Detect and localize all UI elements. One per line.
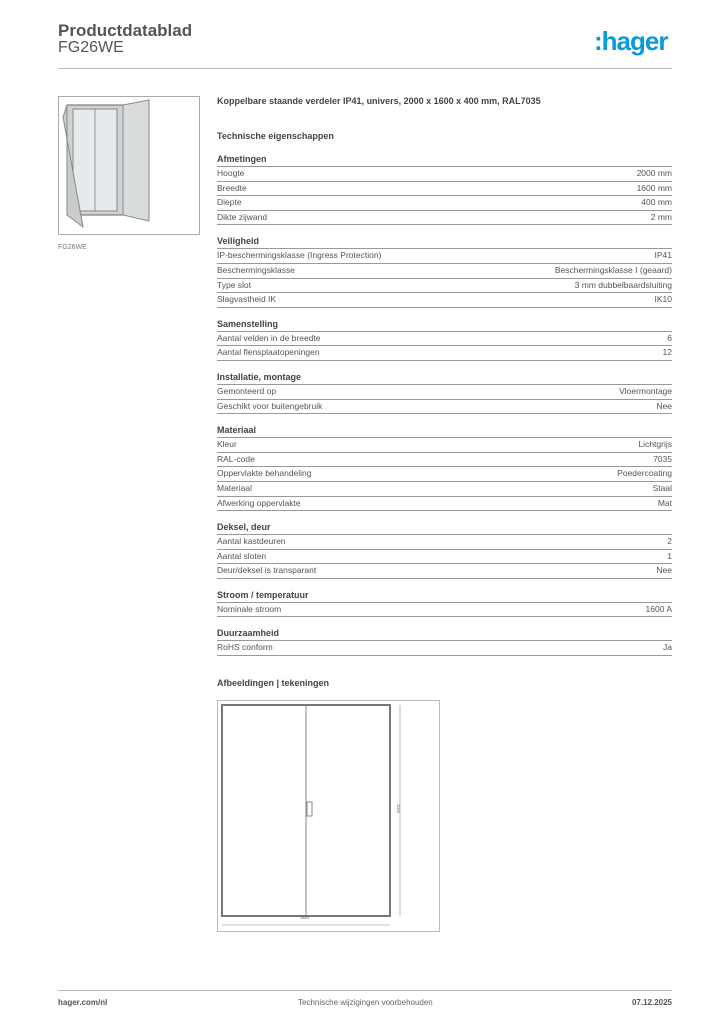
spec-value: 2000 mm (636, 168, 672, 178)
spec-value: 1600 A (645, 603, 672, 614)
spec-row (217, 346, 672, 361)
spec-section (217, 235, 672, 307)
spec-label: Afwerking oppervlakte (217, 497, 301, 508)
spec-label: Breedte (217, 182, 247, 193)
height-dimension: 2000 (395, 804, 401, 813)
spec-section (217, 318, 672, 361)
spec-row (217, 482, 672, 497)
spec-row (217, 603, 672, 618)
spec-row (217, 564, 672, 579)
spec-row (217, 264, 672, 279)
footer-date: 07.12.2025 (631, 998, 672, 1007)
spec-value: 2 mm (650, 211, 672, 222)
spec-section (217, 153, 672, 225)
spec-label: Kleur (217, 439, 237, 450)
spec-label: Type slot (217, 279, 252, 290)
header-divider (58, 68, 672, 69)
spec-row (217, 293, 672, 308)
spec-row (217, 400, 672, 415)
spec-value: IK10 (654, 294, 672, 305)
spec-value: 2 (667, 536, 672, 547)
footer-note: Technische wijzigingen voorbehouden (298, 998, 433, 1007)
technical-drawing (217, 700, 440, 932)
spec-value: Poedercoating (617, 468, 672, 479)
section-title: Samenstelling (217, 318, 672, 332)
section-title: Installatie, montage (217, 371, 672, 385)
spec-label: RoHS conform (217, 642, 273, 653)
product-image (58, 96, 200, 235)
spec-label: Diepte (217, 197, 242, 208)
spec-row (217, 438, 672, 453)
spec-value: Vloermontage (619, 385, 672, 396)
spec-label: Nominale stroom (217, 603, 282, 614)
spec-value: Lichtgrijs (638, 439, 672, 450)
section-title: Duurzaamheid (217, 627, 672, 641)
spec-label: Beschermingsklasse (217, 264, 295, 275)
spec-row (217, 249, 672, 264)
spec-value: Nee (656, 400, 672, 411)
section-title: Veiligheid (217, 235, 672, 249)
spec-label: Slagvastheid IK (217, 294, 277, 305)
spec-row (217, 550, 672, 565)
hager-logo: :hager (594, 26, 668, 56)
spec-row (217, 182, 672, 197)
main-content (217, 96, 672, 692)
spec-label: Geschikt voor buitengebruik (217, 400, 323, 411)
spec-row (217, 641, 672, 656)
spec-label: Gemonteerd op (217, 385, 277, 396)
spec-label: Materiaal (217, 482, 252, 493)
spec-value: Mat (657, 497, 672, 508)
product-code: FG26WE (58, 39, 124, 56)
spec-value: 6 (667, 332, 672, 343)
spec-section (217, 589, 672, 618)
spec-value: Beschermingsklasse I (geaard) (554, 264, 672, 275)
spec-value: 400 mm (641, 197, 672, 208)
spec-row (217, 332, 672, 347)
spec-label: RAL-code (217, 453, 255, 464)
section-title: Stroom / temperatuur (217, 589, 672, 603)
spec-value: IP41 (654, 250, 672, 261)
spec-row (217, 497, 672, 512)
tech-properties-title: Technische eigenschappen (217, 131, 334, 141)
footer-site-link[interactable]: hager.com/nl (58, 998, 108, 1007)
spec-value: 1600 mm (636, 182, 672, 193)
drawings-title: Afbeeldingen | tekeningen (217, 678, 330, 689)
spec-label: Oppervlakte behandeling (217, 468, 312, 479)
spec-row (217, 385, 672, 400)
spec-label: Aantal velden in de breedte (217, 332, 321, 343)
spec-value: Ja (663, 642, 672, 653)
section-title: Materiaal (217, 424, 672, 438)
spec-value: Staal (652, 482, 672, 493)
spec-row (217, 211, 672, 226)
spec-row (217, 167, 672, 182)
spec-label: Aantal flensplaatopeningen (217, 347, 320, 358)
footer-divider (58, 990, 672, 991)
section-title: Deksel, deur (217, 521, 672, 535)
spec-value: Nee (656, 565, 672, 576)
spec-row (217, 196, 672, 211)
spec-section (217, 521, 672, 579)
spec-value: 7035 (653, 453, 672, 464)
spec-section (217, 627, 672, 656)
spec-value: 3 mm dubbelbaardsluiting (574, 279, 672, 290)
spec-label: Dikte zijwand (217, 211, 268, 222)
spec-label: Deur/deksel is transparant (217, 565, 317, 576)
width-dimension: 1600 (300, 915, 309, 920)
spec-sections (217, 153, 672, 656)
spec-row (217, 467, 672, 482)
spec-label: Hoogte (217, 168, 245, 178)
spec-row (217, 453, 672, 468)
spec-label: Aantal kastdeuren (217, 536, 286, 547)
spec-section (217, 371, 672, 414)
spec-label: Aantal sloten (217, 550, 267, 561)
page-title: Productdatablad (58, 21, 193, 40)
spec-section (217, 424, 672, 511)
spec-label: IP-beschermingsklasse (Ingress Protection) (217, 250, 382, 261)
spec-value: 1 (667, 550, 672, 561)
product-description: Koppelbare staande verdeler IP41, univers, 2000 x 1600 x 400 mm, RAL7035 (217, 96, 541, 106)
spec-row (217, 535, 672, 550)
product-image-caption: FG26WE (58, 244, 87, 251)
spec-row (217, 279, 672, 294)
section-title: Afmetingen (217, 153, 672, 167)
spec-value: 12 (662, 347, 672, 358)
